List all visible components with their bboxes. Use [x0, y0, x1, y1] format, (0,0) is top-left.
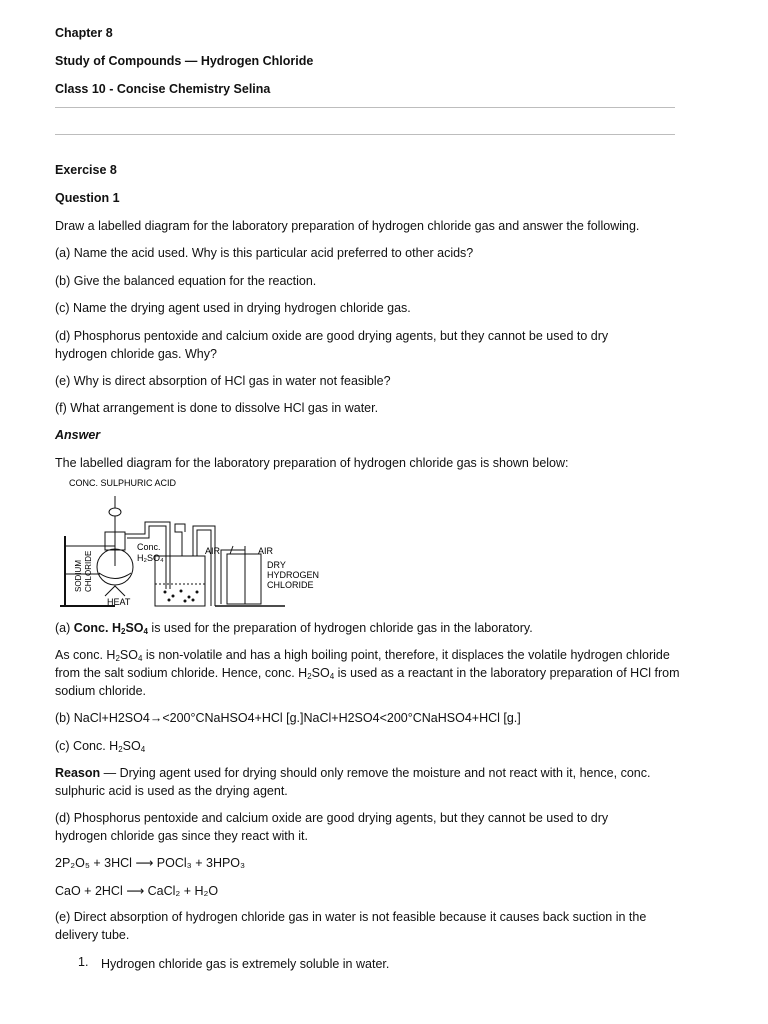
label-heat: HEAT: [107, 597, 131, 607]
label-conc: Conc.: [137, 542, 161, 552]
divider-top: [55, 107, 675, 108]
reason-text: — Drying agent used for drying should only remove the moisture and not react with it, hence, conc. sulphuric acid is used as the drying agent.: [55, 766, 651, 798]
answer-a-rest: is used for the preparation of hydrogen chloride gas in the laboratory.: [147, 621, 533, 635]
class-label: Class 10 - Concise Chemistry Selina: [55, 82, 271, 96]
label-conc-sulphuric-acid: CONC. SULPHURIC ACID: [69, 478, 177, 488]
explanation-sub2b: 2: [307, 672, 312, 681]
answer-a-prefix: (a): [55, 621, 74, 635]
label-chloride: CHLORIDE: [267, 580, 314, 590]
question-c: (c) Name the drying agent used in drying hydrogen chloride gas.: [55, 301, 411, 315]
question-f: (f) What arrangement is done to dissolve HCl gas in water.: [55, 401, 379, 415]
answer-e: (e) Direct absorption of hydrogen chloride gas in water is not feasible because it causes back suction in the delivery tube.: [55, 910, 647, 942]
equation-2: CaO + 2HCl ⟶ CaCl₂ + H₂O: [55, 884, 219, 898]
hcl-preparation-diagram: [55, 474, 345, 614]
explanation-part-2: is non-volatile and has a high boiling point, therefore, it displaces the volatile hydrogen chloride from the salt sodium chloride. Hence, conc. H: [55, 648, 670, 680]
label-air-right: AIR: [258, 546, 274, 556]
answer-c-text: (c) Conc. H: [55, 739, 119, 753]
answer-intro: The labelled diagram for the laboratory preparation of hydrogen chloride gas is shown below:: [55, 456, 569, 470]
explanation-sub2: 2: [115, 654, 120, 663]
explanation-so: SO: [119, 648, 138, 662]
answer-c-so: SO: [122, 739, 141, 753]
answer-c: [55, 737, 680, 755]
divider-bottom: [55, 134, 675, 135]
answer-a-sub2: 2: [120, 627, 126, 636]
answer-c-sub4: 4: [140, 745, 146, 754]
answer-heading: Answer: [55, 428, 101, 442]
label-sodium-chloride: CHLORIDE: [84, 550, 93, 592]
answer-c-sub2: 2: [118, 745, 123, 754]
explanation-part-1: As conc. H: [55, 648, 116, 662]
list-item-1-number: 1.: [78, 955, 89, 969]
question-d: (d) Phosphorus pentoxide and calcium oxide are good drying agents, but they cannot be used to dry hydrogen chloride gas. Why?: [55, 329, 609, 361]
label-sodium: SODIUM: [74, 560, 83, 592]
reason-paragraph: [55, 764, 680, 800]
equation-1: 2P₂O₅ + 3HCl ⟶ POCl₃ + 3HPO₃: [55, 856, 246, 870]
label-air-left: AIR: [205, 546, 221, 556]
explanation-part-3: is used as a reactant in the laboratory preparation of HCl from sodium chloride.: [55, 666, 680, 698]
answer-b: (b) NaCl+H2SO4→<200°CNaHSO4+HCl [g.]NaCl+H2SO4<200°CNaHSO4+HCl [g.]: [55, 711, 521, 725]
answer-a: [55, 619, 680, 637]
list-item-1: Hydrogen chloride gas is extremely soluble in water.: [101, 957, 390, 971]
label-dry: DRY: [267, 560, 286, 570]
question-a: (a) Name the acid used. Why is this particular acid preferred to other acids?: [55, 246, 474, 260]
question-intro: Draw a labelled diagram for the laboratory preparation of hydrogen chloride gas and answer the following.: [55, 219, 640, 233]
explanation-sub4b: 4: [329, 672, 335, 681]
answer-a-conc: Conc. H: [73, 621, 121, 635]
answer-a-so: SO: [125, 621, 144, 635]
explanation-sub4: 4: [137, 654, 143, 663]
answer-d: (d) Phosphorus pentoxide and calcium oxide are good drying agents, but they cannot be used to dry hydrogen chloride gas since they react with it.: [55, 811, 609, 843]
answer-a-explanation: [55, 646, 680, 700]
question-e: (e) Why is direct absorption of HCl gas in water not feasible?: [55, 374, 391, 388]
reason-label: Reason: [55, 766, 101, 780]
chapter-label: Chapter 8: [55, 26, 113, 40]
page-title: Study of Compounds — Hydrogen Chloride: [55, 54, 314, 68]
label-hydrogen: HYDROGEN: [267, 570, 320, 580]
exercise-heading: Exercise 8: [55, 163, 117, 177]
label-h2so4: H₂SO₄: [137, 553, 164, 563]
explanation-so-b: SO: [311, 666, 330, 680]
question-heading: Question 1: [55, 191, 120, 205]
question-b: (b) Give the balanced equation for the reaction.: [55, 274, 317, 288]
answer-a-sub4: 4: [143, 627, 148, 636]
